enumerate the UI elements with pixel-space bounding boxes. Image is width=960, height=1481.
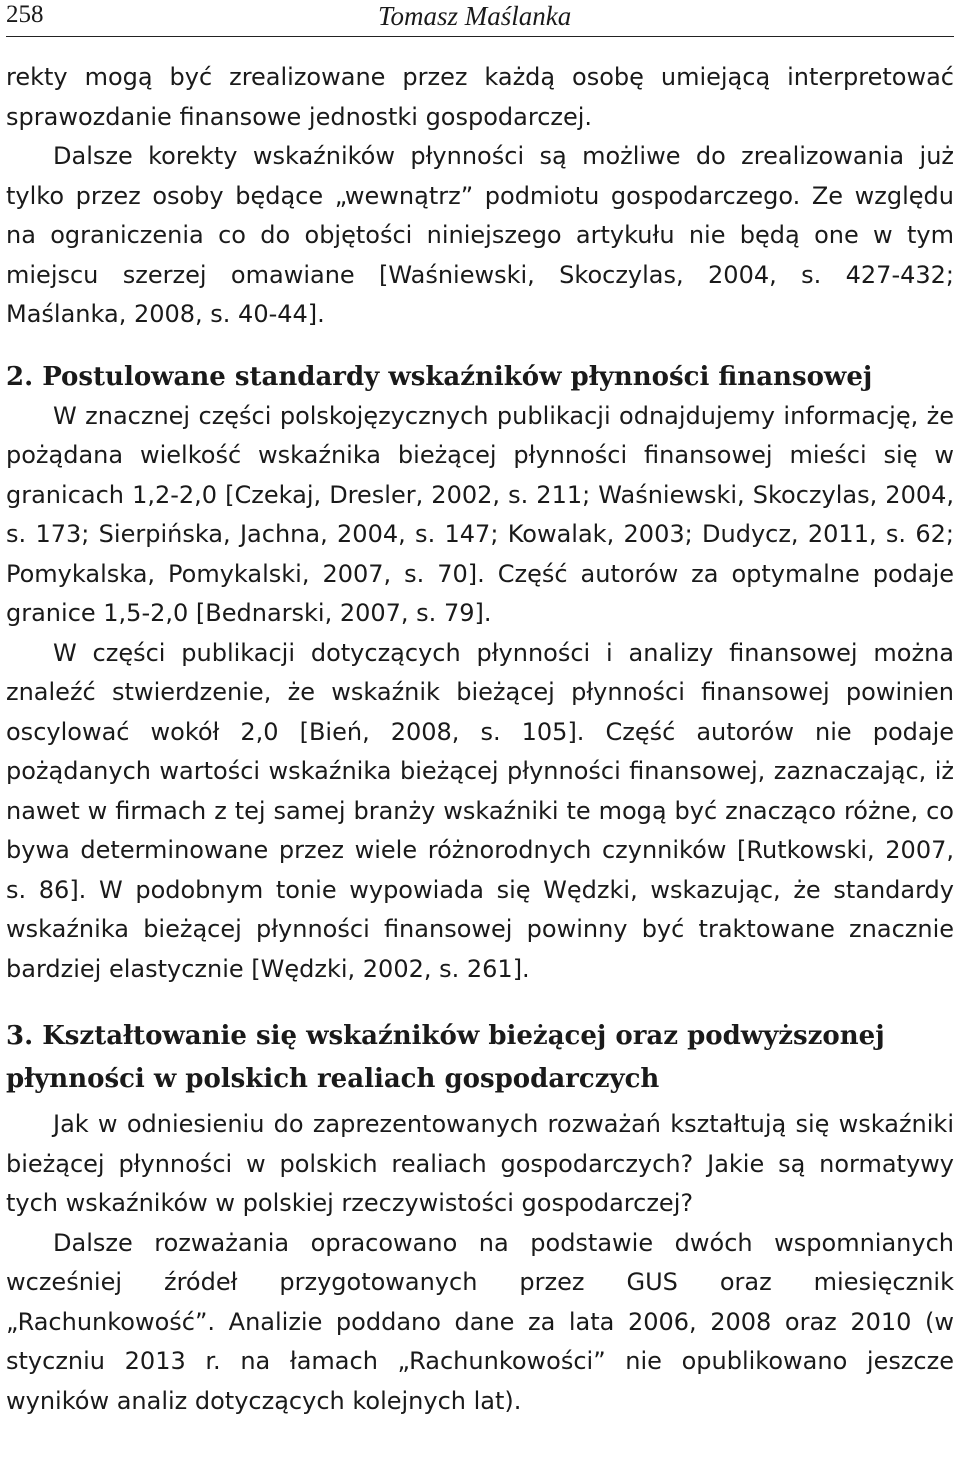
paragraph: W części publikacji dotyczących płynności i analizy finansowej można znaleźć stwierdzenie, że wskaźnik bieżącej płynności finansowej powinien oscylować wokół 2,0 [Bień, 2008, s. 105]. Część autorów nie podaje pożądanych wartości wskaźnika bieżącej płynności finansowej, zaznaczając, iż nawet w firmach z tej samej branży wskaźniki te mogą być znacząco różne, co bywa determinowane przez wiele różnorodnych czynników [Rutkowski, 2007, s. 86]. W podobnym tonie wypowiada się Wędzki, wskazując, że standardy wskaźnika bieżącej płynności finansowej powinny być traktowane znacznie bardziej elastycznie [Wędzki, 2002, s. 261].	[6, 638, 954, 983]
section-heading-2: 2. Postulowane standardy wskaźników płynności finansowej	[6, 361, 873, 392]
page-number: 258	[6, 1, 44, 28]
page-header	[6, 0, 954, 37]
body-text	[6, 58, 954, 1421]
paragraph: Dalsze korekty wskaźników płynności są możliwe do zrealizowania już tylko przez osoby będące „wewnątrz” podmiotu gospodarczego. Ze względu na ograniczenia co do objętości niniejszego artykułu nie będą one w tym miejscu szerzej omawiane [Waśniewski, Skoczylas, 2004, s. 427-432; Maślanka, 2008, s. 40-44].	[6, 142, 954, 328]
section-heading-3: 3. Kształtowanie się wskaźników bieżącej oraz podwyższonej płynności w polskich realiach gospodarczych	[6, 1021, 885, 1094]
paragraph: Dalsze rozważania opracowano na podstawie dwóch wspomnianych wcześniej źródeł przygotowanych przez GUS oraz miesięcznik „Rachunkowość”. Analizie poddano dane za lata 2006, 2008 oraz 2010 (w styczniu 2013 r. na łamach „Rachunkowości” nie opublikowano jeszcze wyników analiz dotyczących kolejnych lat).	[6, 1228, 954, 1415]
paragraph: W znacznej części polskojęzycznych publikacji odnajdujemy informację, że pożądana wielkość wskaźnika bieżącej płynności finansowej mieści się w granicach 1,2-2,0 [Czekaj, Dresler, 2002, s. 211; Waśniewski, Skoczylas, 2004, s. 173; Sierpińska, Jachna, 2004, s. 147; Kowalak, 2003; Dudycz, 2011, s. 62; Pomykalska, Pomykalski, 2007, s. 70]. Część autorów za optymalne podaje granice 1,5-2,0 [Bednarski, 2007, s. 79].	[6, 401, 954, 627]
paragraph-continued: rekty mogą być zrealizowane przez każdą osobę umiejącą interpretować sprawozdanie finansowe jednostki gospodarczej.	[6, 63, 954, 131]
paragraph: Jak w odniesieniu do zaprezentowanych rozważań kształtują się wskaźniki bieżącej płynności w polskich realiach gospodarczych? Jakie są normatywy tych wskaźników w polskiej rzeczywistości gospodarczej?	[6, 1110, 954, 1217]
running-head-author: Tomasz Maślanka	[378, 1, 572, 31]
